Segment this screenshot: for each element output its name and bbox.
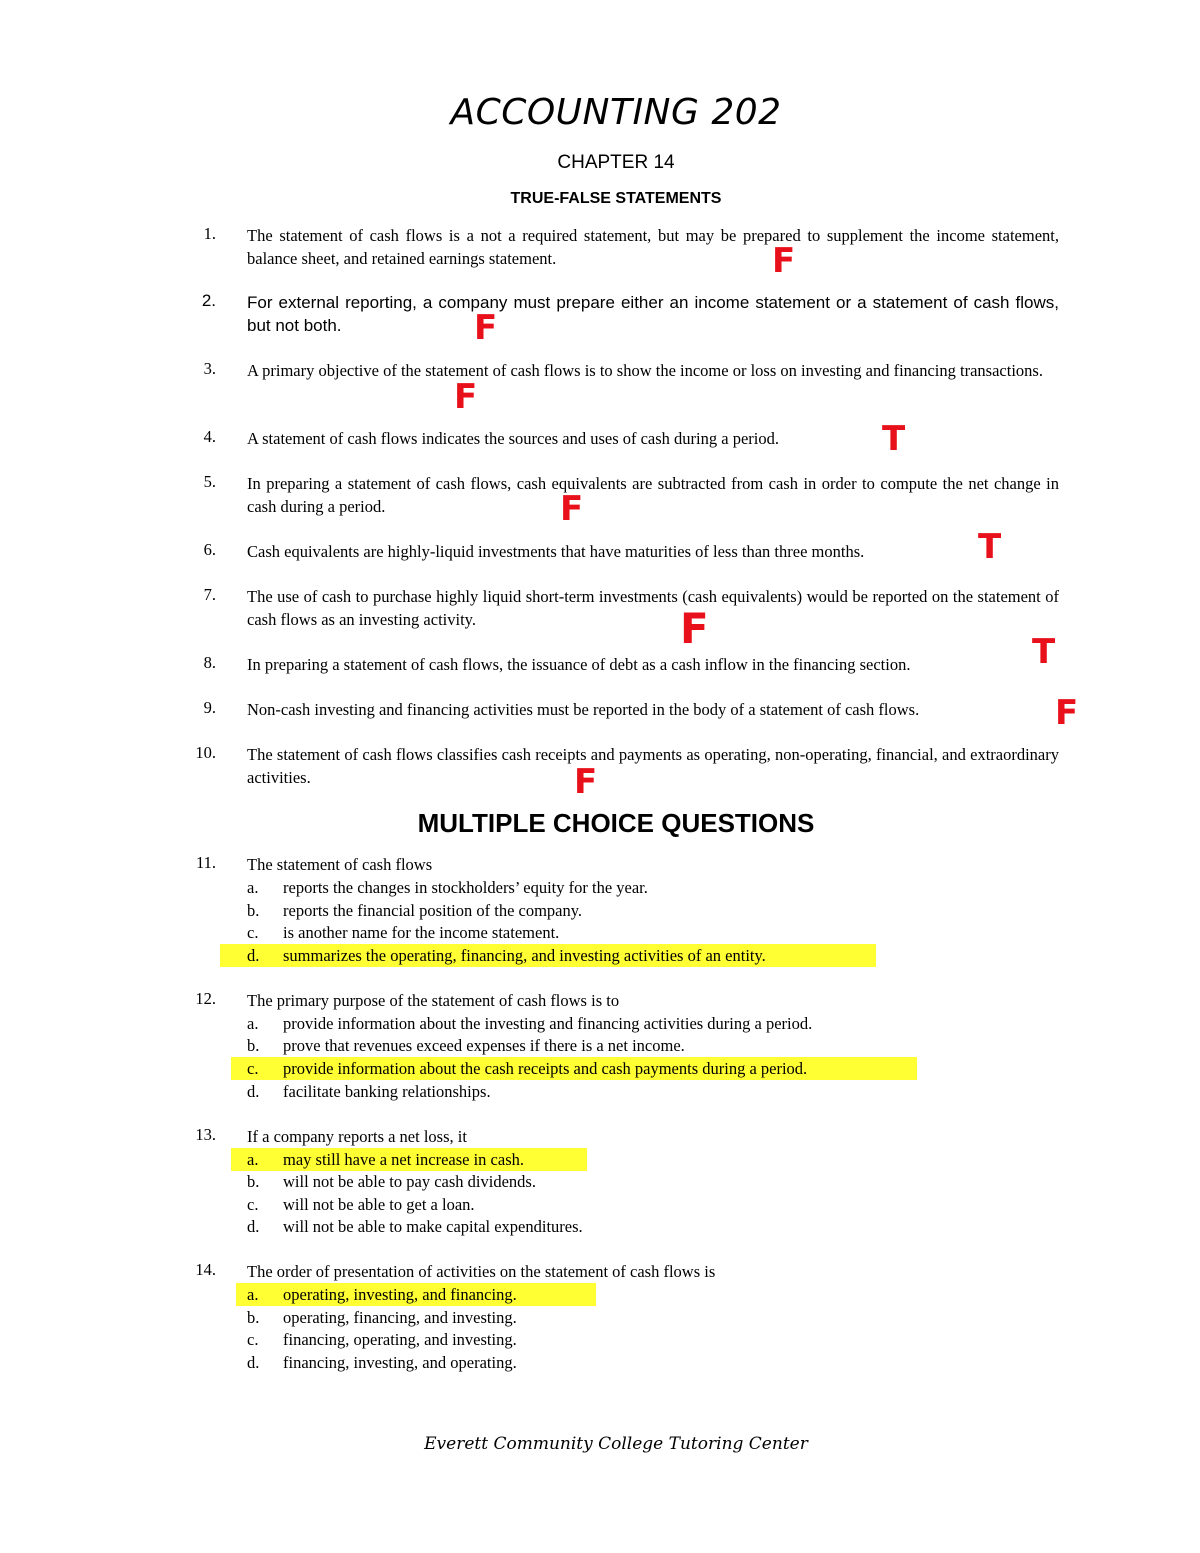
option-letter: d. xyxy=(247,1082,260,1101)
option-letter: c. xyxy=(247,1330,259,1349)
question-text: For external reporting, a company must prepare either an income statement or a statement of cash flows, but not both. xyxy=(247,293,1059,335)
question-number: 5. xyxy=(203,472,216,491)
chapter-heading: CHAPTER 14 xyxy=(557,152,675,173)
answer-mark: T xyxy=(882,419,906,459)
option-text: reports the changes in stockholders’ equity for the year. xyxy=(283,878,648,897)
question-text: In preparing a statement of cash flows, the issuance of debt as a cash inflow in the financing section. xyxy=(247,655,911,674)
document-title: ACCOUNTING 202 xyxy=(450,92,782,133)
option-b xyxy=(0,1170,1200,1193)
option-letter: b. xyxy=(247,1308,260,1327)
option-c xyxy=(0,921,1200,944)
answer-mark: F xyxy=(474,308,498,348)
question-number: 6. xyxy=(203,540,216,559)
option-text: summarizes the operating, financing, and investing activities of an entity. xyxy=(283,946,766,965)
option-text: provide information about the investing and financing activities during a period. xyxy=(283,1014,813,1033)
option-d xyxy=(0,1215,1200,1238)
answer-mark: T xyxy=(1032,632,1056,672)
option-text: will not be able to make capital expenditures. xyxy=(283,1217,583,1236)
option-letter: d. xyxy=(247,946,260,965)
option-letter: d. xyxy=(247,1353,260,1372)
option-b xyxy=(0,899,1200,922)
option-text: is another name for the income statement. xyxy=(283,923,560,942)
option-text: will not be able to pay cash dividends. xyxy=(283,1172,536,1191)
option-a xyxy=(0,1283,1200,1306)
option-letter: c. xyxy=(247,1195,259,1214)
true-false-heading: TRUE-FALSE STATEMENTS xyxy=(510,190,722,207)
option-a xyxy=(0,876,1200,899)
option-a xyxy=(0,1148,1200,1171)
option-letter: a. xyxy=(247,1285,259,1304)
question-text: Non-cash investing and financing activities must be reported in the body of a statement of cash flows. xyxy=(247,700,920,719)
option-text: will not be able to get a loan. xyxy=(283,1195,475,1214)
option-c xyxy=(0,1193,1200,1216)
question-stem: The primary purpose of the statement of cash flows is to xyxy=(247,991,620,1010)
option-text: operating, investing, and financing. xyxy=(283,1285,517,1304)
option-text: financing, investing, and operating. xyxy=(283,1353,517,1372)
answer-mark: F xyxy=(1055,693,1079,733)
question-number: 2. xyxy=(201,291,216,310)
question-text: The statement of cash flows is a not a required statement, but may be prepared to supplement the income statement, balance sheet, and retained earnings statement. xyxy=(247,226,1059,268)
option-text: may still have a net increase in cash. xyxy=(283,1150,524,1169)
question-text: A statement of cash flows indicates the sources and uses of cash during a period. xyxy=(247,429,779,448)
answer-mark: F xyxy=(454,377,478,417)
question-number: 8. xyxy=(203,653,216,672)
option-d xyxy=(0,1351,1200,1374)
question-number: 10. xyxy=(195,743,216,762)
option-letter: a. xyxy=(247,1150,259,1169)
question-number: 1. xyxy=(203,224,216,243)
option-letter: b. xyxy=(247,901,260,920)
answer-mark: T xyxy=(978,527,1002,567)
question-number: 14. xyxy=(195,1260,216,1279)
option-letter: d. xyxy=(247,1217,260,1236)
question-number: 11. xyxy=(195,853,216,872)
option-c xyxy=(0,1057,1200,1080)
option-b xyxy=(0,1306,1200,1329)
question-text: Cash equivalents are highly-liquid investments that have maturities of less than three months. xyxy=(247,542,865,561)
question-number: 7. xyxy=(203,585,216,604)
option-text: financing, operating, and investing. xyxy=(283,1330,517,1349)
question-text: The statement of cash flows classifies cash receipts and payments as operating, non-operating, financial, and extraordinary activities. xyxy=(247,745,1059,787)
question-text: The use of cash to purchase highly liquid short-term investments (cash equivalents) would be reported on the statement of cash flows as an investing activity. xyxy=(247,587,1059,629)
question-number: 13. xyxy=(195,1125,216,1144)
option-d xyxy=(0,944,1200,967)
answer-mark: F xyxy=(574,762,598,802)
question-number: 9. xyxy=(203,698,216,717)
option-letter: b. xyxy=(247,1172,260,1191)
option-a xyxy=(0,1012,1200,1035)
question-stem: The order of presentation of activities on the statement of cash flows is xyxy=(247,1262,716,1281)
answer-mark: F xyxy=(680,604,709,653)
option-text: provide information about the cash receipts and cash payments during a period. xyxy=(283,1059,808,1078)
multiple-choice-heading: MULTIPLE CHOICE QUESTIONS xyxy=(417,808,815,838)
question-text: A primary objective of the statement of cash flows is to show the income or loss on investing and financing transactions. xyxy=(247,361,1043,380)
option-letter: a. xyxy=(247,878,259,897)
question-text: In preparing a statement of cash flows, cash equivalents are subtracted from cash in order to compute the net change in cash during a period. xyxy=(247,474,1059,516)
question-number: 4. xyxy=(203,427,216,446)
question-stem: If a company reports a net loss, it xyxy=(247,1127,467,1146)
option-text: facilitate banking relationships. xyxy=(283,1082,491,1101)
question-number: 3. xyxy=(203,359,216,378)
option-b xyxy=(0,1034,1200,1057)
question-stem: The statement of cash flows xyxy=(247,855,433,874)
option-text: prove that revenues exceed expenses if there is a net income. xyxy=(283,1036,685,1055)
option-letter: c. xyxy=(247,923,259,942)
question-number: 12. xyxy=(195,989,216,1008)
option-letter: a. xyxy=(247,1014,259,1033)
option-text: reports the financial position of the company. xyxy=(283,901,583,920)
option-d xyxy=(0,1080,1200,1103)
option-letter: c. xyxy=(247,1059,259,1078)
option-text: operating, financing, and investing. xyxy=(283,1308,517,1327)
answer-mark: F xyxy=(772,241,796,281)
option-letter: b. xyxy=(247,1036,260,1055)
answer-mark: F xyxy=(560,489,584,529)
option-c xyxy=(0,1328,1200,1351)
page-footer: Everett Community College Tutoring Center xyxy=(424,1434,808,1454)
